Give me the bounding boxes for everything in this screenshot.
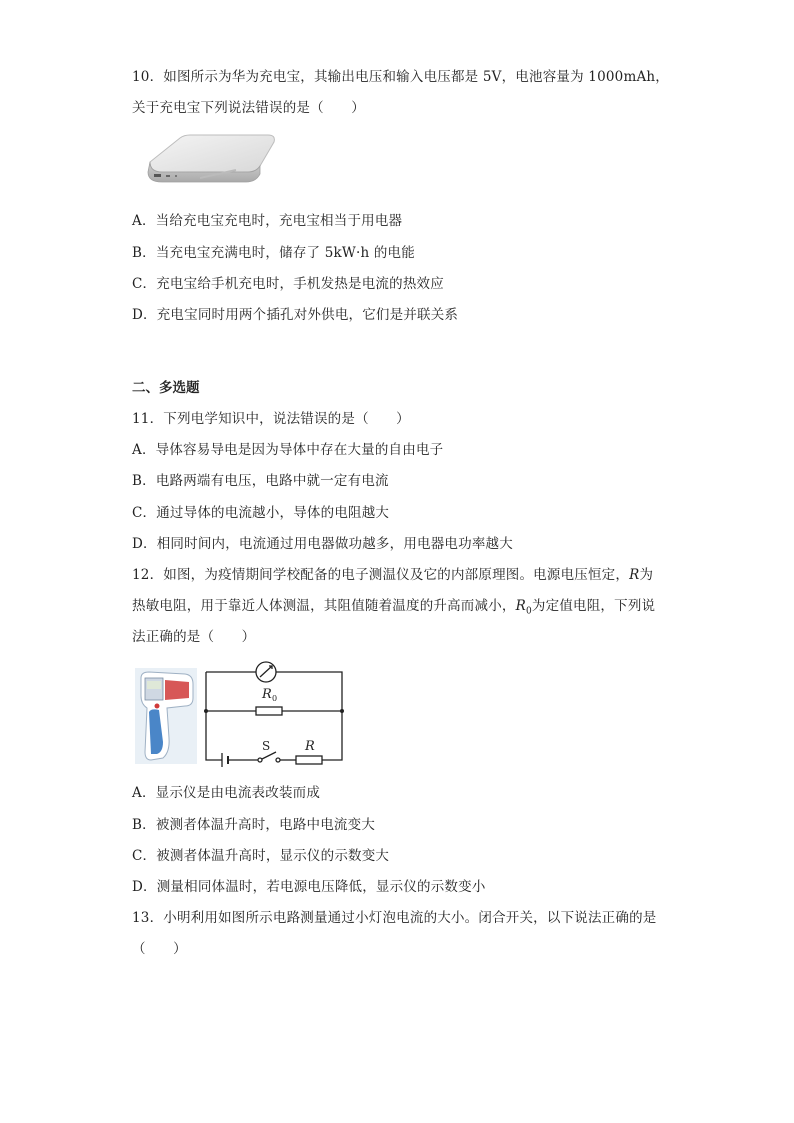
q12-stem-line1-text: 12．如图，为疫情期间学校配备的电子测温仪及它的内部原理图。电源电压恒定， (132, 567, 630, 583)
q12-r0-subscript: 0 (525, 606, 532, 617)
q12-stem-line2 (132, 597, 655, 621)
q12-option-d: D．测量相同体温时，若电源电压降低，显示仪的示数变小 (132, 879, 486, 895)
q11-option-a: A．导体容易导电是因为导体中存在大量的自由电子 (132, 442, 444, 458)
q11-stem: 11．下列电学知识中，说法错误的是（ ） (132, 411, 410, 427)
q12-option-c: C．被测者体温升高时，显示仪的示数变大 (132, 848, 390, 864)
q10-option-a: A．当给充电宝充电时，充电宝相当于用电器 (132, 213, 403, 229)
circuit-r0-subscript: 0 (272, 694, 278, 703)
circuit-r-label: R (305, 739, 315, 754)
q10-option-b: B．当充电宝充满电时，储存了 5kW·h 的电能 (132, 245, 415, 261)
q13-stem-line1: 13．小明利用如图所示电路测量通过小灯泡电流的大小。闭合开关，以下说法正确的是 (132, 910, 657, 926)
q12-stem-line3: 法正确的是（ ） (132, 629, 256, 645)
q12-r-symbol: R (629, 567, 640, 583)
q10-stem-line1: 10．如图所示为华为充电宝，其输出电压和输入电压都是 5V，电池容量为 1000mAh， (132, 69, 669, 85)
q12-circuit-diagram (200, 656, 350, 768)
q12-option-b: B．被测者体温升高时，电路中电流变大 (132, 817, 376, 833)
q12-stem-line1 (132, 566, 653, 584)
q13-stem-line2: （ ） (132, 941, 187, 957)
q12-stem-line2-end: 为定值电阻，下列说 (531, 598, 656, 614)
section-title-multi-choice: 二、多选题 (132, 380, 200, 396)
q11-option-d: D．相同时间内，电流通过用电器做功越多，用电器电功率越大 (132, 536, 513, 552)
q11-option-c: C．通过导体的电流越小，导体的电阻越大 (132, 505, 390, 521)
q12-stem-line2-text: 热敏电阻，用于靠近人体测温，其阻值随着温度的升高而减小， (132, 598, 516, 614)
q12-stem-line1-end: 为 (639, 567, 654, 583)
q10-option-d: D．充电宝同时用两个插孔对外供电，它们是并联关系 (132, 307, 459, 323)
q12-r0-symbol: R (515, 598, 526, 614)
power-bank-image (140, 130, 280, 192)
circuit-switch-label: S (262, 739, 271, 753)
q10-option-c: C．充电宝给手机充电时，手机发热是电流的热效应 (132, 276, 444, 292)
thermometer-gun-image (135, 668, 197, 764)
circuit-r0-label: R (262, 687, 272, 702)
q11-option-b: B．电路两端有电压，电路中就一定有电流 (132, 473, 389, 489)
q12-option-a: A．显示仪是由电流表改装而成 (132, 785, 321, 801)
q10-stem-line2: 关于充电宝下列说法错误的是（ ） (132, 100, 365, 116)
